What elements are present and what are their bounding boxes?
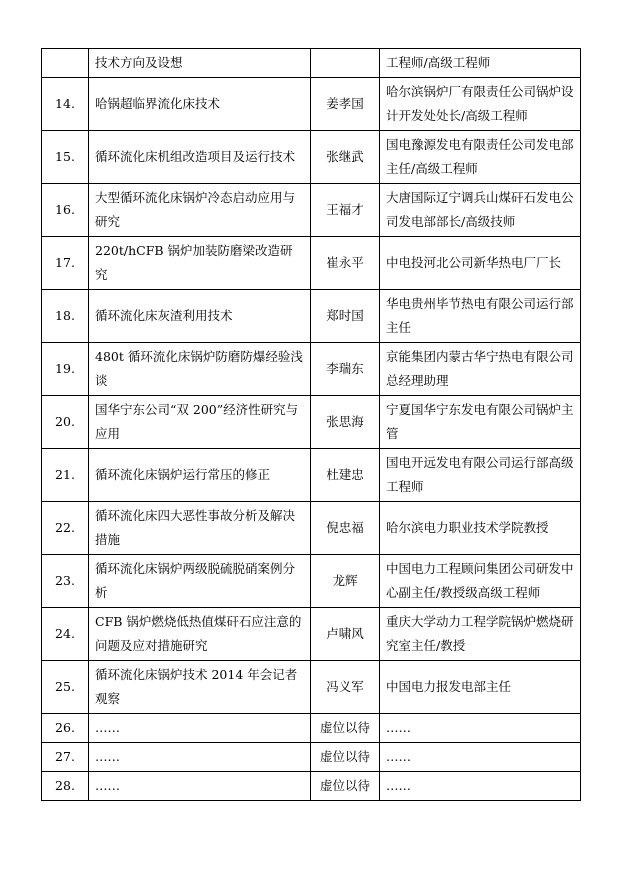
speaker-name: 虚位以待	[311, 772, 380, 801]
topic-cell: 国华宁东公司“双 200”经济性研究与应用	[89, 396, 311, 449]
table-row	[42, 184, 581, 237]
table-row	[42, 78, 581, 131]
speaker-table	[41, 48, 581, 801]
topic-cell: 技术方向及设想	[89, 49, 311, 78]
speaker-name: 郑时国	[311, 290, 380, 343]
row-number: 24.	[42, 608, 89, 661]
topic-cell: 220t/hCFB 锅炉加装防磨梁改造研究	[89, 237, 311, 290]
row-number: 19.	[42, 343, 89, 396]
organization-cell: 中国电力工程顾问集团公司研发中心副主任/教授级高级工程师	[380, 555, 581, 608]
organization-cell: 京能集团内蒙古华宁热电有限公司总经理助理	[380, 343, 581, 396]
organization-cell: 工程师/高级工程师	[380, 49, 581, 78]
table-row	[42, 772, 581, 801]
organization-cell: 重庆大学动力工程学院锅炉燃烧研究室主任/教授	[380, 608, 581, 661]
organization-cell: ……	[380, 714, 581, 743]
row-number: 22.	[42, 502, 89, 555]
row-number: 15.	[42, 131, 89, 184]
row-number: 21.	[42, 449, 89, 502]
speaker-table-body	[42, 49, 581, 801]
topic-cell: 大型循环流化床锅炉冷态启动应用与研究	[89, 184, 311, 237]
topic-cell: CFB 锅炉燃烧低热值煤矸石应注意的问题及应对措施研究	[89, 608, 311, 661]
table-row	[42, 502, 581, 555]
table-row	[42, 131, 581, 184]
row-number: 20.	[42, 396, 89, 449]
row-number	[42, 49, 89, 78]
organization-cell: 宁夏国华宁东发电有限公司锅炉主管	[380, 396, 581, 449]
topic-cell: 循环流化床锅炉两级脱硫脱硝案例分析	[89, 555, 311, 608]
topic-cell: 循环流化床灰渣利用技术	[89, 290, 311, 343]
row-number: 23.	[42, 555, 89, 608]
speaker-name: 虚位以待	[311, 714, 380, 743]
topic-cell: ……	[89, 743, 311, 772]
table-row	[42, 608, 581, 661]
row-number: 16.	[42, 184, 89, 237]
speaker-name: 崔永平	[311, 237, 380, 290]
organization-cell: 大唐国际辽宁调兵山煤矸石发电公司发电部部长/高级技师	[380, 184, 581, 237]
speaker-name: 卢啸风	[311, 608, 380, 661]
speaker-name: 杜建忠	[311, 449, 380, 502]
organization-cell: ……	[380, 743, 581, 772]
table-row	[42, 49, 581, 78]
organization-cell: 哈尔滨电力职业技术学院教授	[380, 502, 581, 555]
table-row	[42, 449, 581, 502]
table-row	[42, 555, 581, 608]
speaker-name: 冯义军	[311, 661, 380, 714]
row-number: 14.	[42, 78, 89, 131]
topic-cell: 循环流化床机组改造项目及运行技术	[89, 131, 311, 184]
speaker-name: 龙辉	[311, 555, 380, 608]
table-row	[42, 396, 581, 449]
speaker-name: 倪忠福	[311, 502, 380, 555]
organization-cell: 国电开远发电有限公司运行部高级工程师	[380, 449, 581, 502]
row-number: 18.	[42, 290, 89, 343]
organization-cell: 哈尔滨锅炉厂有限责任公司锅炉设计开发处处长/高级工程师	[380, 78, 581, 131]
topic-cell: ……	[89, 772, 311, 801]
table-row	[42, 237, 581, 290]
topic-cell: 循环流化床四大恶性事故分析及解决措施	[89, 502, 311, 555]
speaker-name: 王福才	[311, 184, 380, 237]
organization-cell: 国电豫源发电有限责任公司发电部主任/高级工程师	[380, 131, 581, 184]
topic-cell: 哈锅超临界流化床技术	[89, 78, 311, 131]
speaker-name: 张继武	[311, 131, 380, 184]
table-row	[42, 290, 581, 343]
topic-cell: 循环流化床锅炉技术 2014 年会记者观察	[89, 661, 311, 714]
row-number: 17.	[42, 237, 89, 290]
speaker-name: 虚位以待	[311, 743, 380, 772]
topic-cell: ……	[89, 714, 311, 743]
organization-cell: 中国电力报发电部主任	[380, 661, 581, 714]
topic-cell: 480t 循环流化床锅炉防磨防爆经验浅谈	[89, 343, 311, 396]
speaker-name: 李瑞东	[311, 343, 380, 396]
organization-cell: ……	[380, 772, 581, 801]
table-row	[42, 661, 581, 714]
row-number: 27.	[42, 743, 89, 772]
speaker-name: 姜孝国	[311, 78, 380, 131]
row-number: 26.	[42, 714, 89, 743]
table-row	[42, 743, 581, 772]
row-number: 28.	[42, 772, 89, 801]
organization-cell: 中电投河北公司新华热电厂厂长	[380, 237, 581, 290]
row-number: 25.	[42, 661, 89, 714]
table-row	[42, 714, 581, 743]
speaker-name	[311, 49, 380, 78]
topic-cell: 循环流化床锅炉运行常压的修正	[89, 449, 311, 502]
speaker-name: 张思海	[311, 396, 380, 449]
organization-cell: 华电贵州毕节热电有限公司运行部主任	[380, 290, 581, 343]
table-row	[42, 343, 581, 396]
